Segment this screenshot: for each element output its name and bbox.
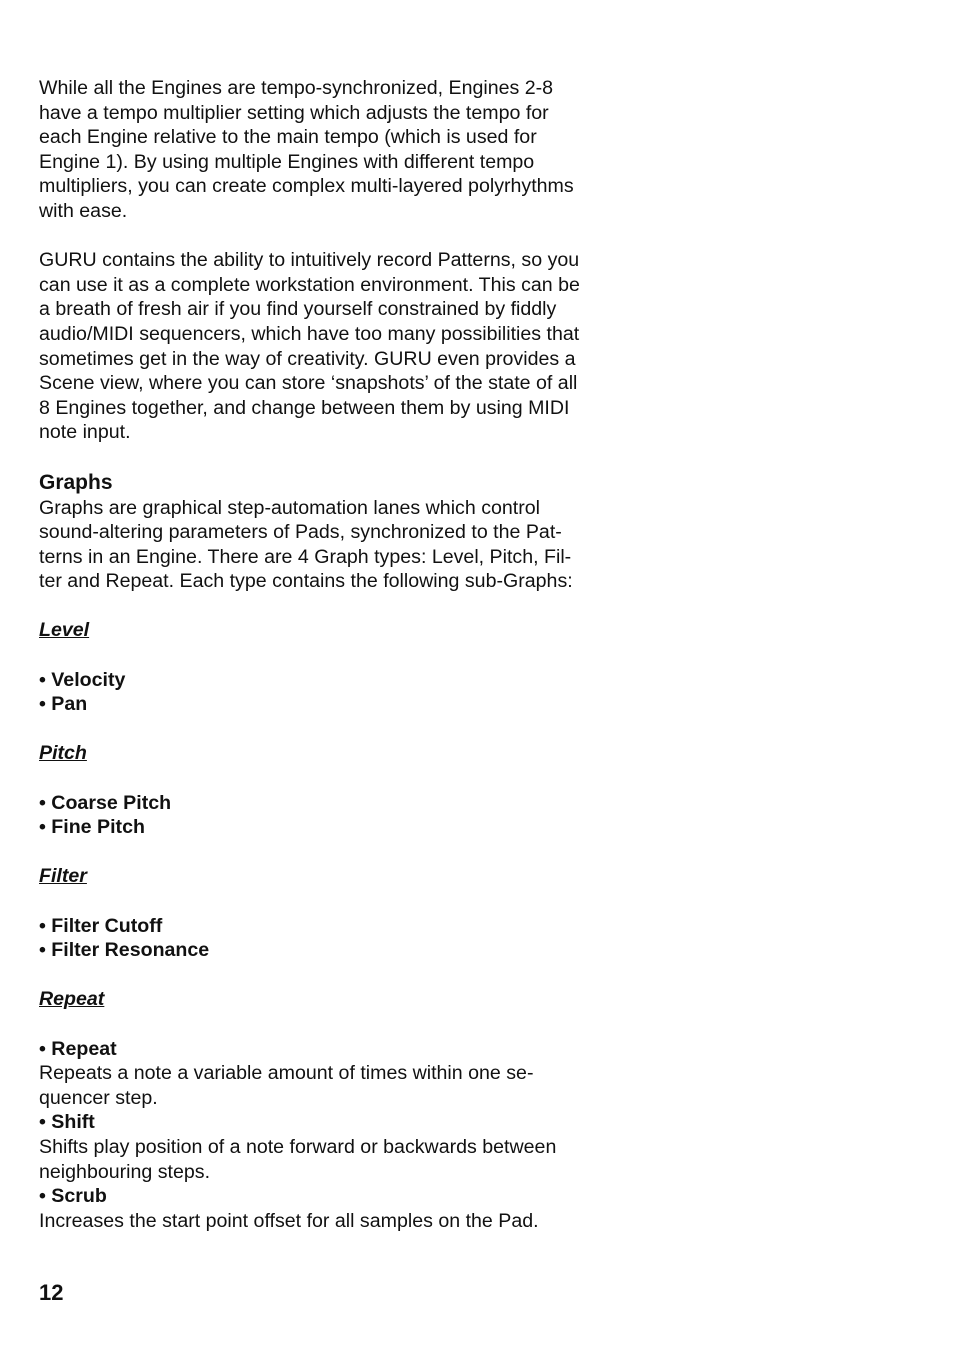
repeat-description: Repeats a note a variable amount of times within one se- quencer step. — [39, 1062, 534, 1109]
list-item-fine-pitch: • Fine Pitch — [39, 816, 145, 839]
spacer — [39, 1012, 609, 1037]
spacer — [39, 766, 609, 791]
graphs-heading: Graphs — [39, 470, 113, 494]
filter-subheading: Filter — [39, 865, 87, 888]
spacer — [39, 963, 609, 988]
level-subheading: Level — [39, 619, 90, 642]
spacer — [39, 840, 609, 865]
page-number: 12 — [39, 1280, 64, 1305]
scrub-description: Increases the start point offset for all samples on the Pad. — [39, 1209, 539, 1232]
list-item-filter-cutoff: • Filter Cutoff — [39, 914, 163, 937]
graphs-intro-paragraph: Graphs are graphical step-automation lanes which control sound-altering parameters of Pads, synchronized to the Pat- terns in an Engine. There are 4 Graph types: Level, Pitch, Fil- ter and Repeat. Each type contains the following sub-Graphs: — [39, 496, 573, 593]
spacer — [39, 224, 609, 249]
page-content — [39, 76, 609, 1233]
list-item-shift: • Shift — [39, 1111, 95, 1134]
spacer — [39, 889, 609, 914]
list-item-coarse-pitch: • Coarse Pitch — [39, 791, 172, 814]
repeat-subheading: Repeat — [39, 988, 105, 1011]
list-item-pan: • Pan — [39, 693, 88, 716]
spacer — [39, 643, 609, 668]
spacer — [39, 717, 609, 742]
intro-paragraph-patterns: GURU contains the ability to intuitively record Patterns, so you can use it as a complete workstation environment. This can be a breath of fresh air if you find yourself constrained by fiddly audio/MIDI sequencers, which have too many possibilities that sometimes get in the way of creativity. GURU even provides a Scene view, where you can store ‘snapshots’ of the state of all 8 Engines together, and change between them by using MIDI note input. — [39, 249, 580, 444]
list-item-repeat: • Repeat — [39, 1037, 117, 1060]
list-item-scrub: • Scrub — [39, 1185, 107, 1208]
spacer — [39, 445, 609, 470]
spacer — [39, 594, 609, 619]
list-item-velocity: • Velocity — [39, 668, 126, 691]
intro-paragraph-tempo: While all the Engines are tempo-synchronized, Engines 2-8 have a tempo multiplier setting which adjusts the tempo for each Engine relative to the main tempo (which is used for Engine 1). By using multiple Engines with different tempo multipliers, you can create complex multi-layered polyrhythms with ease. — [39, 77, 574, 222]
pitch-subheading: Pitch — [39, 742, 87, 765]
list-item-filter-resonance: • Filter Resonance — [39, 939, 210, 962]
shift-description: Shifts play position of a note forward or backwards between neighbouring steps. — [39, 1135, 557, 1183]
